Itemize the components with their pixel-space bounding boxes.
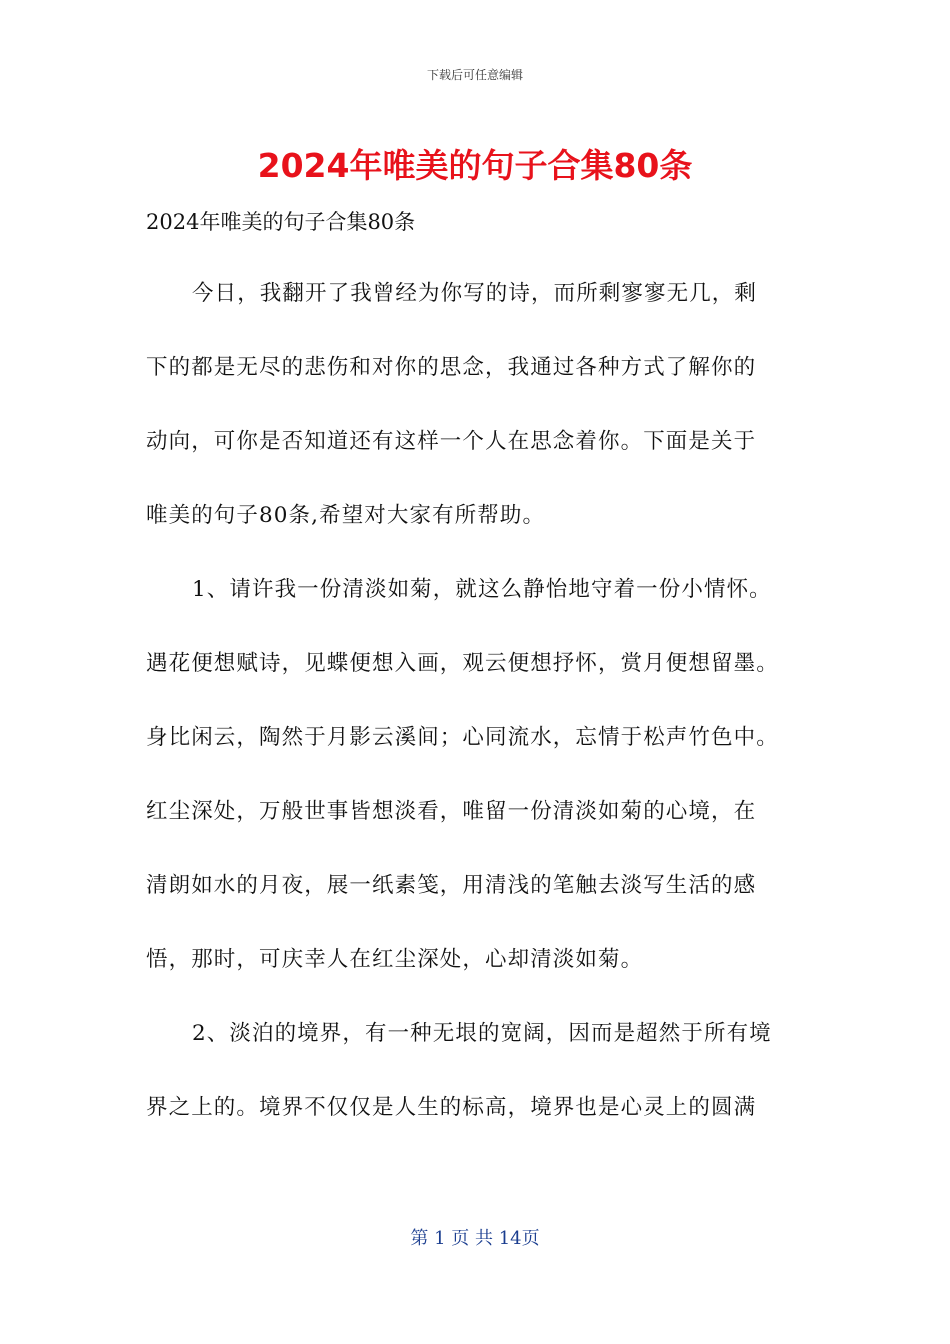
body-line: 动向，可你是否知道还有这样一个人在思念着你。下面是关于 [146, 429, 757, 454]
page-header: 下载后可任意编辑 [426, 68, 523, 82]
document-body [146, 276, 816, 1164]
body-line: 遇花便想赋诗，见蝶便想入画，观云便想抒怀，赏月便想留墨。 [146, 651, 779, 676]
document-subtitle: 2024年唯美的句子合集80条 [146, 210, 416, 234]
body-line: 今日，我翻开了我曾经为你写的诗，而所剩寥寥无几，剩 [192, 281, 758, 306]
document-title: 2024年唯美的句子合集80条 [257, 146, 693, 185]
body-line: 下的都是无尽的悲伤和对你的思念，我通过各种方式了解你的 [146, 355, 757, 380]
body-line: 2、淡泊的境界，有一种无垠的宽阔，因而是超然于所有境 [192, 1021, 772, 1046]
body-line: 界之上的。境界不仅仅是人生的标高，境界也是心灵上的圆满 [146, 1095, 757, 1120]
body-line: 1、请许我一份清淡如菊，就这么静怡地守着一份小情怀。 [192, 577, 772, 602]
body-line: 悟，那时，可庆幸人在红尘深处，心却清淡如菊。 [146, 947, 644, 972]
body-line: 唯美的句子80条,希望对大家有所帮助。 [146, 503, 546, 528]
page-number-footer: 第 1 页 共 14页 [410, 1228, 540, 1249]
body-line: 清朗如水的月夜，展一纸素笺，用清浅的笔触去淡写生活的感 [146, 873, 757, 898]
body-line: 身比闲云，陶然于月影云溪间；心同流水，忘情于松声竹色中。 [146, 725, 779, 750]
body-line: 红尘深处，万般世事皆想淡看，唯留一份清淡如菊的心境，在 [146, 799, 757, 824]
